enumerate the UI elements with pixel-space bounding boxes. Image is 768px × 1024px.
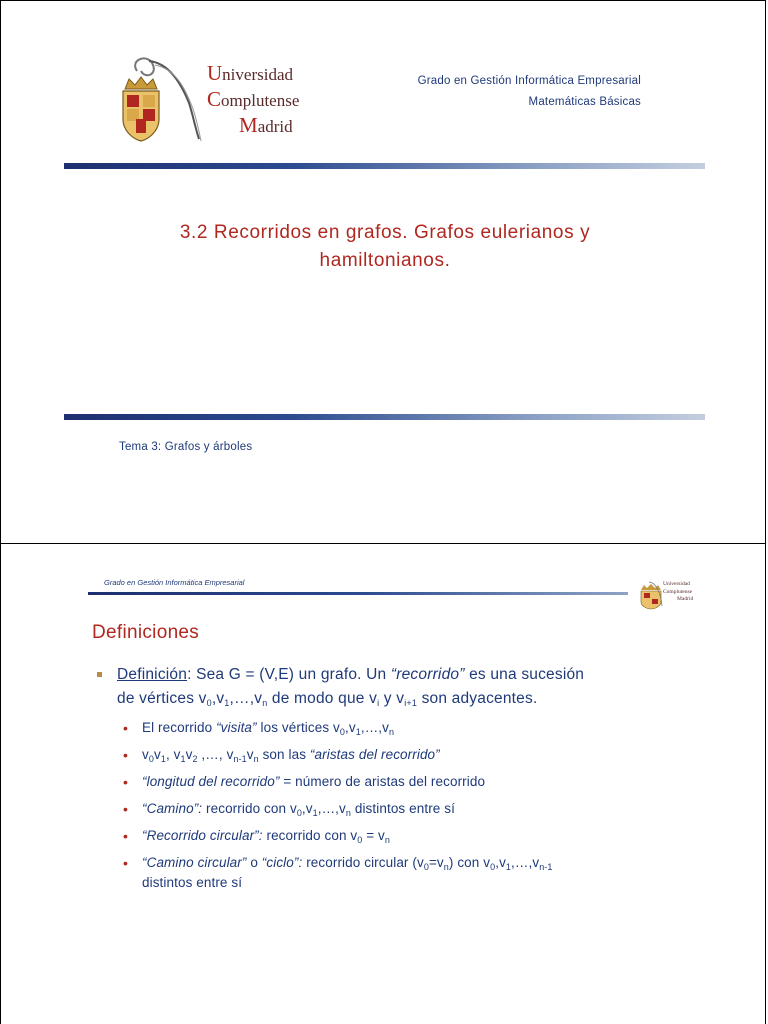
definition-text-5: y v	[379, 690, 405, 707]
subscript: 2	[192, 754, 198, 764]
term-visita: “visita”	[216, 720, 257, 735]
item-text: = número de aristas del recorrido	[279, 774, 486, 789]
definition-text-2: es una sucesión	[464, 666, 585, 683]
definition-text-3: de vértices v	[117, 690, 207, 707]
separator: ,	[165, 747, 174, 762]
mini-logo-line-2: Complutense	[663, 588, 693, 595]
bottom-divider	[64, 414, 705, 420]
definition-bullet: Definición: Sea G = (V,E) un grafo. Un “recorrido” es una sucesión de vértices $v_0,v_1,\dots,v_n$ de modo que $v_i$ y $v_{i+1}$ son adyacentes.	[97, 663, 697, 711]
university-seal-small-icon	[639, 578, 663, 610]
subscript: 0	[423, 862, 429, 872]
university-seal-icon	[119, 53, 205, 145]
logo-word-complutense: omplutense	[221, 91, 300, 110]
square-bullet-icon	[97, 672, 102, 677]
program-name-small: Grado en Gestión Informática Empresarial	[104, 578, 245, 587]
subscript: n	[262, 698, 268, 708]
bullet-dot-icon: •	[123, 720, 129, 736]
course-header	[418, 71, 641, 113]
bullet-dot-icon: •	[123, 801, 129, 817]
logo-word-universidad: niversidad	[222, 65, 293, 84]
item-text: recorrido con v	[262, 828, 358, 843]
subscript: 0	[296, 808, 302, 818]
term-recorrido-circular: “Recorrido circular”:	[142, 828, 263, 843]
bullet-dot-icon: •	[123, 828, 129, 844]
subscript: i+1	[404, 698, 418, 708]
item-text: = v	[362, 828, 385, 843]
subscript: 0	[148, 754, 154, 764]
item-text: recorrido con v	[202, 801, 297, 816]
slide-title	[61, 219, 709, 275]
logo-initial-u: U	[207, 61, 223, 85]
subscript: 0	[490, 862, 496, 872]
term-ciclo: “ciclo”:	[261, 855, 303, 870]
subscript: 1	[355, 727, 361, 737]
subscript: n-1	[233, 754, 247, 764]
item-text: =v	[428, 855, 444, 870]
subscript: 0	[357, 835, 363, 845]
definition-text-4: de modo que v	[267, 690, 378, 707]
list-item	[97, 772, 697, 792]
subscript: 1	[180, 754, 186, 764]
term-recorrido: “recorrido”	[390, 666, 465, 683]
item-text: los vértices v	[256, 720, 340, 735]
bullet-dot-icon: •	[123, 747, 129, 763]
item-text: El recorrido	[142, 720, 217, 735]
subscript: n	[253, 754, 259, 764]
definition-label: Definición	[117, 666, 188, 683]
item-text: ) con v	[448, 855, 491, 870]
list-item: • “Camino”: recorrido con $v_0,v_1,\dots,v_n$ distintos entre sí	[123, 801, 455, 818]
term-camino-circular: “Camino circular”	[142, 855, 247, 870]
definitions-slide	[0, 543, 766, 1024]
subscript: n	[345, 808, 351, 818]
logo-word-madrid: adrid	[257, 117, 293, 136]
list-item: • $v_0v_1$, $v_1v_2$ ,…, $v_{n-1}v_n$ son las “aristas del recorrido”	[123, 747, 440, 764]
term-aristas-del-recorrido: “aristas del recorrido”	[309, 747, 440, 762]
separator: ,…,	[229, 690, 255, 707]
university-logo-small	[639, 578, 701, 610]
list-item: • El recorrido “visita” los vértices $v_0,v_1,\dots,v_n$	[123, 720, 395, 737]
subscript: 1	[505, 862, 512, 872]
title-line-1: 3.2 Recorridos en grafos. Grafos eulerianos y	[179, 222, 591, 243]
separator: ,	[211, 690, 217, 707]
bullet-dot-icon: •	[123, 855, 129, 871]
list-item: • “Camino circular” o “ciclo”: recorrido circular $(v_0=v_n)$ con $v_0,v_1,\dots,v_{n-1}$ distintos entre sí	[123, 855, 553, 890]
university-name	[207, 61, 299, 139]
subscript: 0	[339, 727, 346, 737]
university-logo	[119, 53, 309, 145]
list-item	[97, 826, 697, 846]
subscript: i	[377, 698, 380, 708]
program-name: Grado en Gestión Informática Empresarial	[417, 75, 641, 87]
item-text: o	[246, 855, 262, 870]
term-camino: “Camino”:	[142, 801, 203, 816]
topic-footer: Tema 3: Grafos y árboles	[119, 441, 253, 453]
top-divider	[64, 163, 705, 169]
title-line-2: hamiltonianos.	[319, 250, 451, 271]
subscript: n	[384, 835, 391, 845]
definition-list	[97, 663, 697, 893]
term-longitud-del-recorrido: “longitud del recorrido”	[142, 774, 280, 789]
item-text: distintos entre sí	[351, 801, 455, 816]
subscript: n	[443, 862, 449, 872]
course-name: Matemáticas Básicas	[528, 96, 641, 108]
item-text: son las	[258, 747, 310, 762]
subscript: 1	[160, 754, 166, 764]
definition-text-1: : Sea G = (V,E) un grafo. Un	[187, 666, 391, 683]
separator: ,…,	[197, 747, 227, 762]
item-text: distintos entre sí	[142, 875, 243, 890]
university-name-small	[663, 581, 693, 604]
header-divider	[88, 592, 628, 595]
subscript: n-1	[539, 862, 553, 872]
mini-logo-line-1: Universidad	[663, 581, 690, 587]
item-text: recorrido circular (v	[302, 855, 424, 870]
subscript: 0	[206, 698, 212, 708]
logo-initial-c: C	[207, 87, 222, 111]
bullet-dot-icon: •	[123, 774, 129, 790]
mini-logo-line-3: Madrid	[677, 596, 694, 602]
section-title: Definiciones	[92, 622, 200, 643]
definition-text-6: son adyacentes.	[417, 690, 538, 707]
subscript: 1	[312, 808, 318, 818]
subscript: 1	[224, 698, 230, 708]
logo-initial-m: M	[239, 113, 258, 137]
subscript: n	[389, 727, 395, 737]
